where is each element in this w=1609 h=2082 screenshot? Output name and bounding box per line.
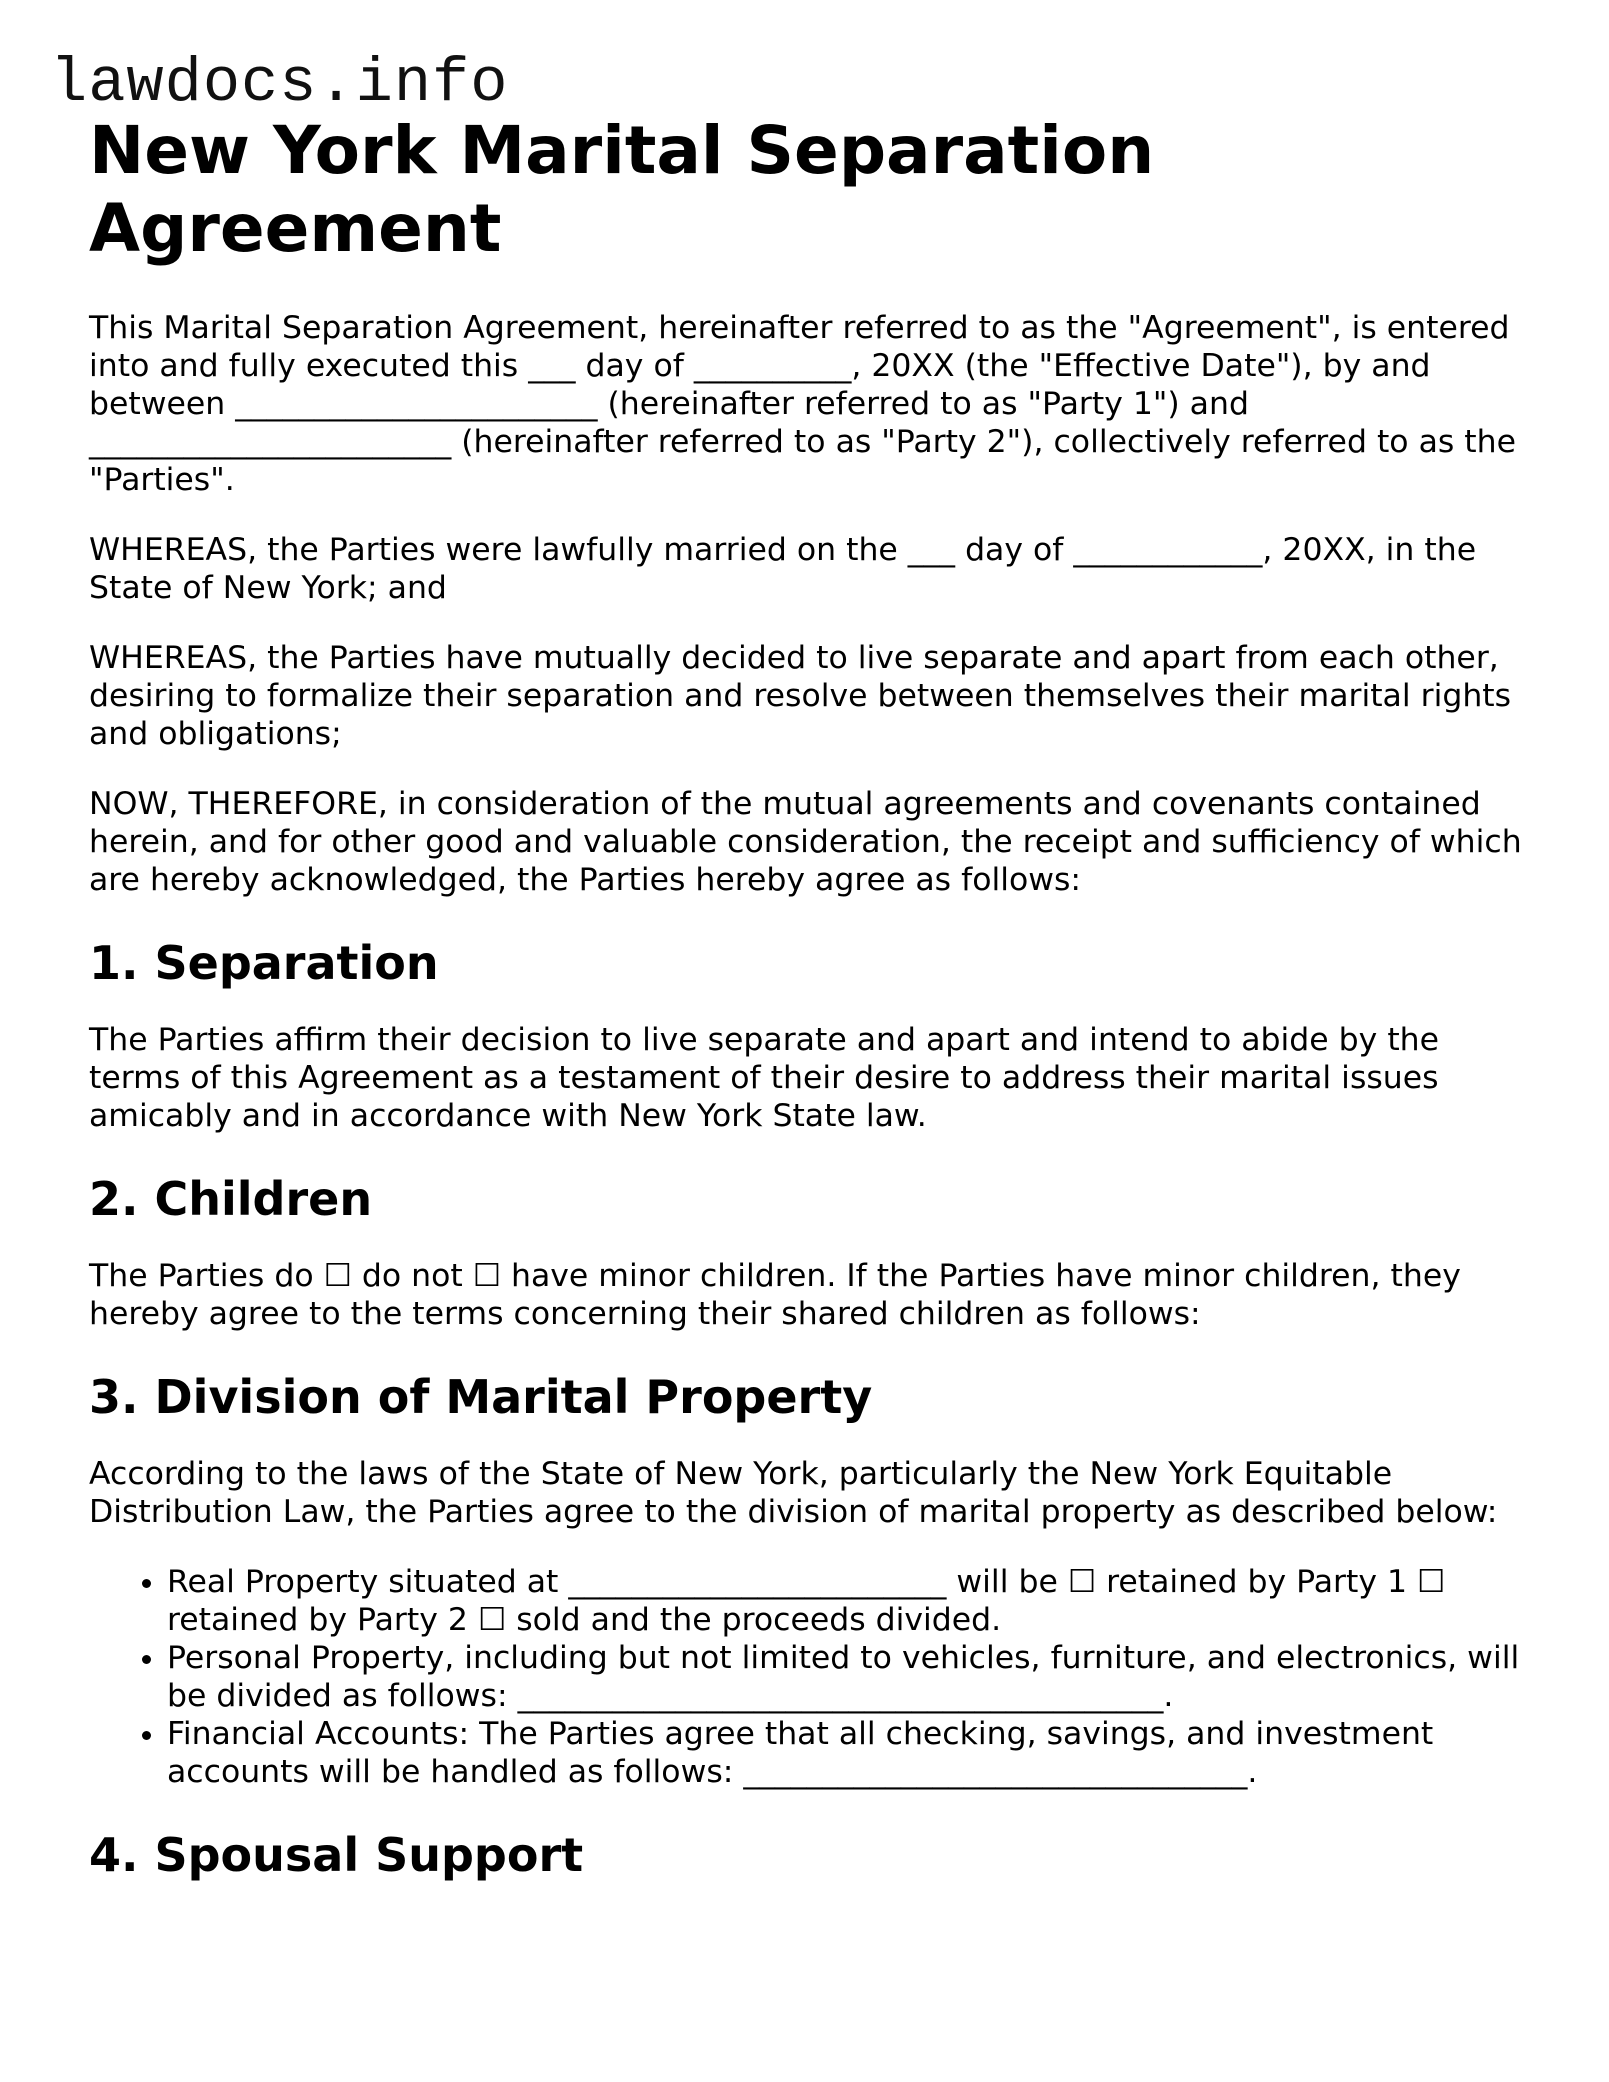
section-body-property: According to the laws of the State of New York, particularly the New York Equitable Distribution Law, the Parties agree to the division of marital property as described below:	[89, 1456, 1498, 1530]
section-heading-children: 2. Children	[89, 1172, 373, 1226]
intro-paragraph-1: This Marital Separation Agreement, hereinafter referred to as the "Agreement", is entered into and fully executed this ___ day of __________, 20XX (the "Effective Date"), by and between _______________________ (hereinafter referred to as "Party 1") and _______________________ (hereinafter referred to as "Party 2"), collectively referred to as the "Parties".	[89, 310, 1517, 498]
document-title: New York Marital Separation Agreement	[89, 112, 1155, 267]
list-item-personal-property: • Personal Property, including but not limited to vehicles, furniture, and electronics, will be divided as follows: _________________________________________.	[167, 1639, 1529, 1715]
list-item-real-property: • Real Property situated at ________________________ will be ☐ retained by Party 1 ☐ retained by Party 2 ☐ sold and the proceeds divided.	[167, 1563, 1529, 1639]
list-item-financial-accounts: • Financial Accounts: The Parties agree that all checking, savings, and investment accounts will be handled as follows: ________________________________.	[167, 1715, 1529, 1791]
property-list	[89, 1563, 1529, 1791]
watermark-logo: lawdocs.info	[50, 48, 509, 119]
section-body-separation: The Parties affirm their decision to live separate and apart and intend to abide by the terms of this Agreement as a testament of their desire to address their marital issues amicably and in accordance with New York State law.	[89, 1022, 1440, 1134]
intro-paragraph-3: WHEREAS, the Parties have mutually decided to live separate and apart from each other, desiring to formalize their separation and resolve between themselves their marital rights and obligations;	[89, 640, 1512, 752]
section-heading-spousal-support: 4. Spousal Support	[89, 1828, 584, 1882]
section-heading-separation: 1. Separation	[89, 936, 439, 990]
section-heading-property: 3. Division of Marital Property	[89, 1370, 873, 1424]
intro-paragraph-4: NOW, THEREFORE, in consideration of the mutual agreements and covenants contained herein, and for other good and valuable consideration, the receipt and sufficiency of which are hereby acknowledged, the Parties hereby agree as follows:	[89, 786, 1522, 898]
intro-paragraph-2: WHEREAS, the Parties were lawfully married on the ___ day of ____________, 20XX, in the State of New York; and	[89, 532, 1477, 606]
section-body-children: The Parties do ☐ do not ☐ have minor children. If the Parties have minor children, they hereby agree to the terms concerning their shared children as follows:	[89, 1258, 1461, 1332]
document-page	[89, 112, 1529, 1883]
